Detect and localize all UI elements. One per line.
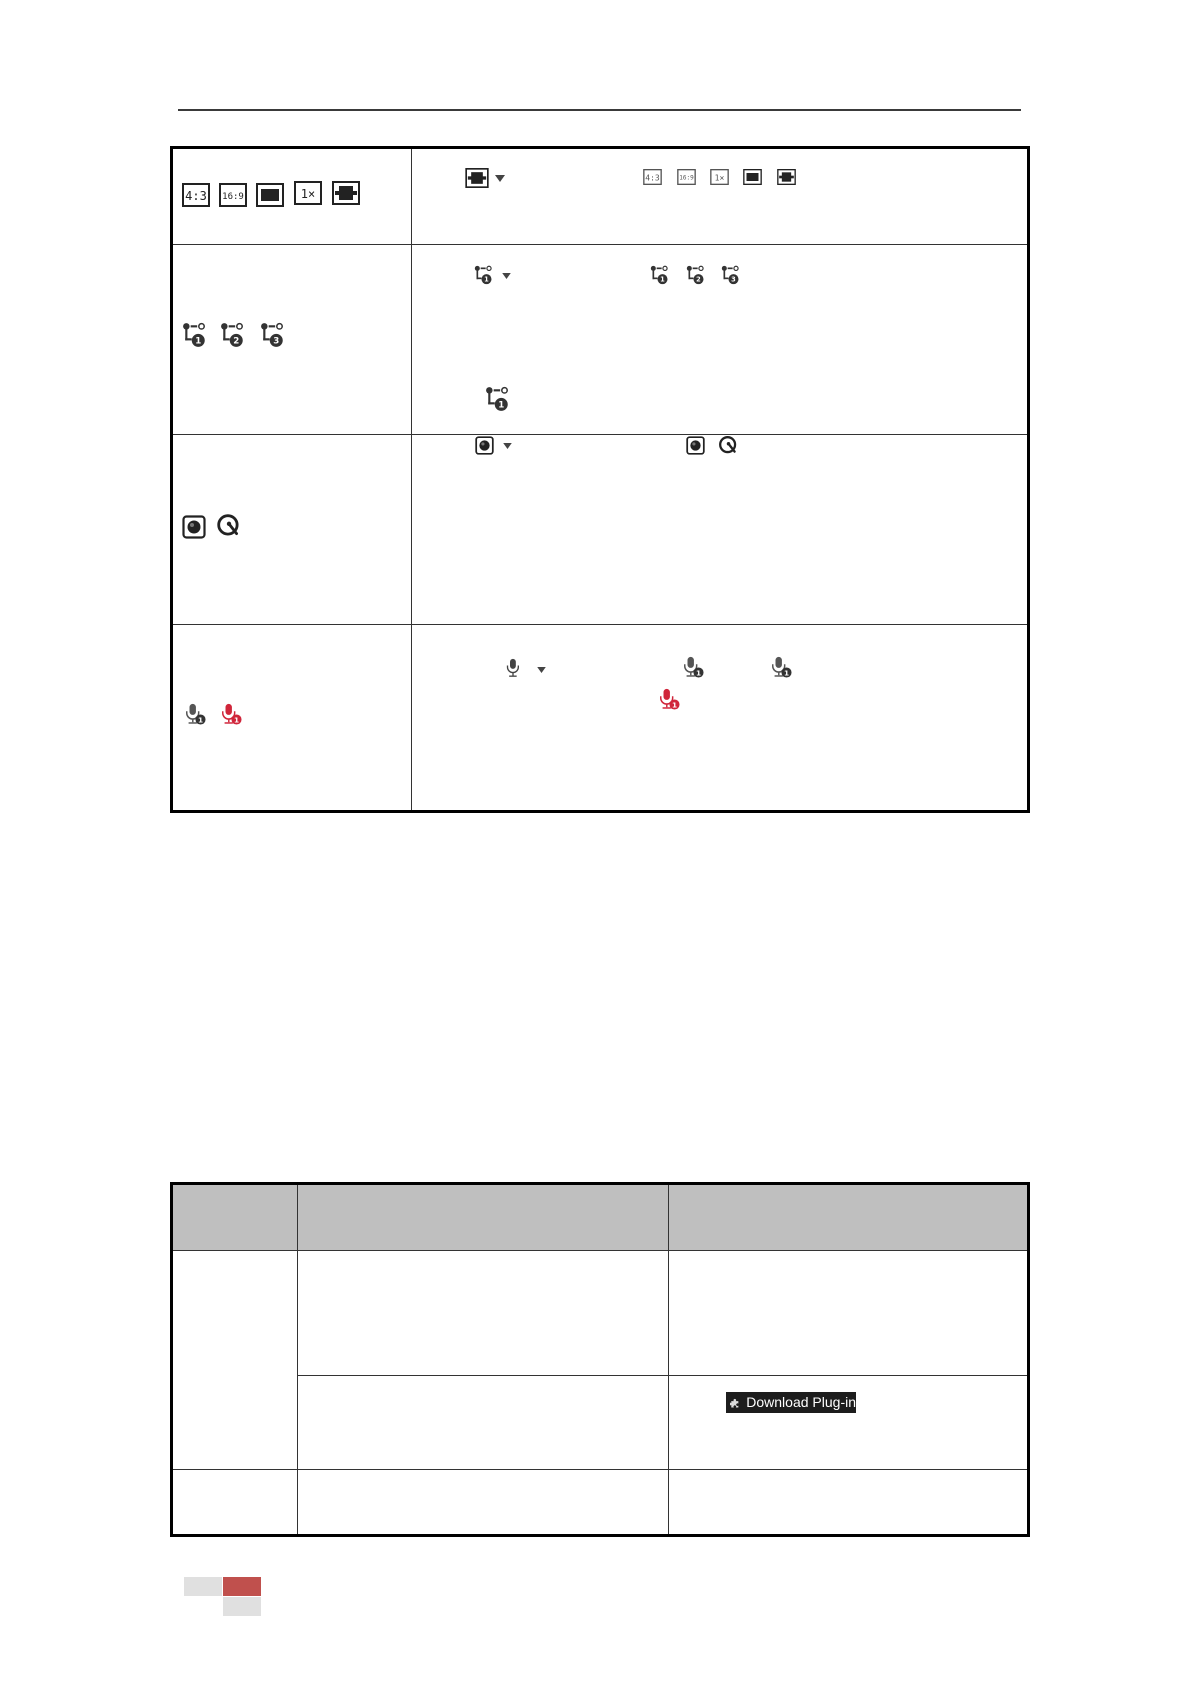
row-divider [173, 1469, 1027, 1470]
row-divider [173, 624, 1027, 625]
svg-text:1×: 1× [300, 187, 316, 201]
svg-text:1: 1 [660, 275, 665, 284]
svg-text:16:9: 16:9 [222, 192, 244, 202]
original-size-1x-icon [294, 181, 322, 205]
sub-stream-icon [220, 322, 246, 348]
svg-text:3: 3 [273, 336, 280, 347]
chevron-down-icon[interactable] [495, 175, 505, 182]
ratio-16-9-icon [219, 183, 247, 207]
two-way-audio-on-icon [220, 703, 242, 725]
third-stream-icon[interactable] [721, 265, 741, 285]
svg-text:1: 1 [197, 715, 204, 725]
row-divider [173, 434, 1027, 435]
svg-text:16:9: 16:9 [679, 174, 694, 182]
webcomponents-icon[interactable] [475, 436, 494, 455]
svg-text:4:3: 4:3 [185, 189, 207, 203]
download-plugin-label: Download Plug-in [746, 1394, 856, 1410]
ratio-4-3-icon [182, 183, 210, 207]
header-rule [178, 109, 1021, 111]
window-fill-icon [256, 183, 284, 207]
svg-text:3: 3 [731, 275, 736, 284]
auto-fit-icon [332, 181, 360, 205]
quicktime-icon[interactable] [718, 435, 739, 456]
svg-text:1: 1 [195, 336, 202, 347]
chevron-down-icon[interactable] [537, 667, 546, 673]
download-plugin-button[interactable] [726, 1392, 856, 1413]
svg-text:1: 1 [484, 275, 489, 284]
main-stream-icon [485, 386, 511, 412]
svg-text:1×: 1× [714, 173, 725, 183]
microphone-icon[interactable] [505, 657, 525, 679]
svg-text:2: 2 [233, 336, 240, 347]
chevron-down-icon[interactable] [503, 443, 512, 449]
ratio-4-3-icon[interactable] [643, 169, 662, 185]
svg-text:2: 2 [696, 275, 701, 284]
two-way-audio-off-icon [184, 703, 206, 725]
quicktime-icon [216, 513, 242, 539]
svg-text:4:3: 4:3 [645, 173, 660, 183]
chevron-down-icon[interactable] [502, 273, 511, 279]
svg-text:1: 1 [695, 668, 702, 678]
ratio-16-9-icon[interactable] [677, 169, 696, 185]
third-stream-icon [260, 322, 286, 348]
auto-fit-icon[interactable] [465, 168, 489, 188]
plugin-table [170, 1182, 1030, 1537]
webcomponents-icon [182, 515, 206, 539]
main-stream-icon[interactable] [474, 265, 494, 285]
footer-decor-gray [223, 1597, 261, 1616]
two-way-audio-off-icon[interactable] [770, 656, 792, 678]
two-way-audio-off-icon[interactable] [682, 656, 704, 678]
column-divider [297, 1185, 298, 1534]
webcomponents-icon[interactable] [686, 436, 705, 455]
svg-text:1: 1 [233, 715, 240, 725]
table-header-row [173, 1185, 1027, 1251]
column-divider [668, 1185, 669, 1534]
footer-decor-red [223, 1577, 261, 1596]
two-way-audio-on-icon [658, 688, 680, 710]
icon-description-table [170, 146, 1030, 813]
footer-decor-gray [184, 1577, 222, 1596]
puzzle-piece-icon [730, 1395, 740, 1411]
window-fill-icon[interactable] [743, 169, 762, 185]
column-divider [411, 149, 412, 810]
main-stream-icon[interactable] [650, 265, 670, 285]
svg-text:1: 1 [671, 700, 678, 710]
row-divider [297, 1375, 1027, 1376]
main-stream-icon [182, 322, 208, 348]
svg-text:1: 1 [498, 400, 505, 411]
sub-stream-icon[interactable] [686, 265, 706, 285]
row-divider [173, 244, 1027, 245]
original-size-1x-icon[interactable] [710, 169, 729, 185]
svg-text:1: 1 [783, 668, 790, 678]
auto-fit-icon[interactable] [777, 169, 796, 185]
